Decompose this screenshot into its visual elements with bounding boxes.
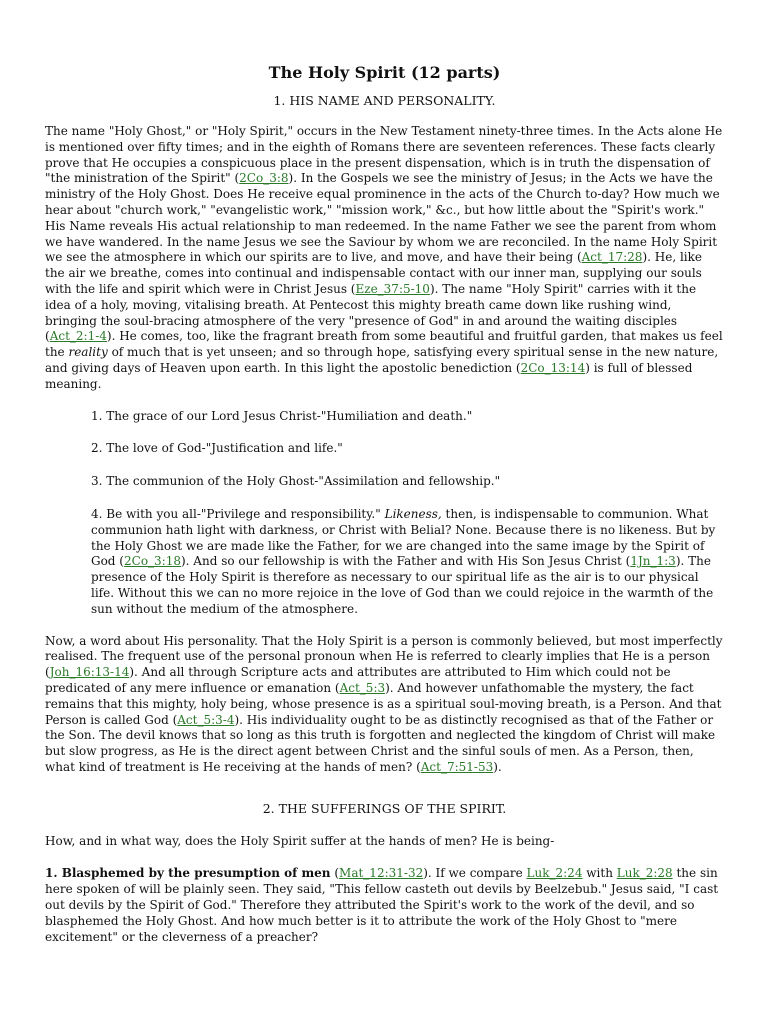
- scripture-ref-link[interactable]: Act_17:28: [581, 250, 643, 265]
- list-item: [91, 507, 724, 618]
- text-run: ). The presence of the Holy Spirit is therefore as necessary to our spiritual life as the air is to our physical life. Without this we can no more rejoice in the love of God than we could rejoice in the warmth of the sun without the medium of the atmosphere.: [91, 554, 714, 616]
- scripture-ref-link[interactable]: 2Co_3:18: [124, 554, 181, 569]
- paragraph-blasphemed: [45, 866, 724, 945]
- text-run: ). And so our fellowship is with the Father and with His Son Jesus Christ (: [181, 554, 631, 569]
- text-run: of much that is yet unseen; and so through hope, satisfying every spiritual sense in the new nature, and giving days of Heaven upon earth. In this light the apostolic benediction (: [45, 345, 719, 375]
- scripture-ref-link[interactable]: 1Jn_1:3: [630, 554, 676, 569]
- scripture-ref-link[interactable]: Luk_2:24: [526, 866, 583, 881]
- text-run: the sin here spoken of will be plainly seen. They said, "This fellow casteth out devils by Beelzebub." Jesus said, "I cast out devils by the Spirit of God." Therefore they attributed the Spirit's work to the work of the devil, and so blasphemed the Holy Ghost. And how much better is it to attribute the work of the Holy Ghost to "mere excitement" or the cleverness of a preacher?: [45, 866, 719, 944]
- text-run: ). If we compare: [423, 866, 527, 881]
- emphasis-text: reality: [68, 345, 108, 360]
- scripture-ref-link[interactable]: Act_5:3: [339, 680, 386, 695]
- text-run: then, is indispensable to communion. What communion hath light with darkness, or Christ with Belial? None. Because there is no likeness. But by the Holy Ghost we are made like the Father, for we are changed into the same image by the Spirit of God (: [91, 506, 716, 569]
- scripture-ref-link[interactable]: 2Co_3:8: [239, 171, 289, 186]
- text-run: ). His individuality ought to be as distinctly recognised as that of the Father or the Son. The devil knows that so long as this truth is forgotten and neglected the kingdom of Christ will make but slow progress, as He is the direct agent between Christ and the sinful souls of men. As a Person, then, what kind of treatment is He receiving at the hands of men? (: [45, 712, 716, 774]
- list-item: 3. The communion of the Holy Ghost-"Assimilation and fellowship.": [91, 474, 501, 489]
- paragraph-personality: [45, 634, 724, 776]
- document-title: The Holy Spirit (12 parts): [268, 63, 501, 82]
- section-heading-sufferings: 2. THE SUFFERINGS OF THE SPIRIT.: [262, 800, 507, 816]
- text-run: Now, a word about His personality. That the Holy Spirit is a person is commonly believed, but most imperfectly realised. The frequent use of the personal pronoun when He is referred to clearly implies that He is a person (: [45, 633, 723, 680]
- scripture-ref-link[interactable]: Act_5:3-4: [177, 712, 235, 727]
- text-run: ). He comes, too, like the fragrant breath from some beautiful and fruitful garden, that makes us feel the: [45, 329, 723, 360]
- text-run: 4. Be with you all-"Privilege and responsibility.": [91, 506, 385, 521]
- text-run: ). In the Gospels we see the ministry of Jesus; in the Acts we have the ministry of the Holy Ghost. Does He receive equal prominence in the acts of the Church to-day? How much we hear about "church work," "evangelistic work," "mission work," &c., but how little about the "Spirit's work." His Name reveals His actual relationship to man redeemed. In the name Father we see the parent from whom we have wandered. In the name Jesus we see the Saviour by whom we are reconciled. In the name Holy Spirit we see the atmosphere in which our spirits are to live, and move, and have their being (: [45, 171, 720, 265]
- text-run: The name "Holy Ghost," or "Holy Spirit," occurs in the New Testament ninety-three times. In the Acts alone He is mentioned over fifty times; and in the eighth of Romans there are seventeen references. These facts clearly prove that He occupies a conspicuous place in the present dispensation, which is in truth the dispensation of "the ministration of the Spirit" (: [45, 124, 723, 186]
- benediction-list: [91, 409, 724, 618]
- scripture-ref-link[interactable]: Act_2:1-4: [49, 329, 107, 344]
- emphasis-text: Likeness,: [384, 506, 442, 521]
- scripture-ref-link[interactable]: Mat_12:31-32: [339, 866, 424, 881]
- text-run: ). He, like the air we breathe, comes into continual and indispensable contact with our inner man, supplying our souls with the life and spirit which were in Christ Jesus (: [45, 250, 702, 296]
- list-item: 2. The love of God-"Justification and life.": [91, 441, 343, 456]
- scripture-ref-link[interactable]: Joh_16:13-14: [49, 665, 130, 680]
- text-run: ). And however unfathomable the mystery, the fact remains that this mighty, holy being, whose presence is as a spiritual soul-moving breath, is a Person. And that Person is called God (: [45, 680, 722, 727]
- text-run: ). And all through Scripture acts and attributes are attributed to Him which could not be predicated of any mere influence or emanation (: [45, 665, 671, 695]
- text-run: with: [582, 866, 617, 881]
- scripture-ref-link[interactable]: Eze_37:5-10: [355, 281, 430, 296]
- text-run: ). The name "Holy Spirit" carries with it the idea of a holy, moving, vitalising breath. At Pentecost this mighty breath came down like rushing wind, bringing the soul-bracing atmosphere of the very "presence of God" in and around the waiting disciples (: [45, 281, 697, 344]
- list-item: 1. The grace of our Lord Jesus Christ-"Humiliation and death.": [91, 408, 473, 423]
- scripture-ref-link[interactable]: 2Co_13:14: [520, 360, 586, 375]
- scripture-ref-link[interactable]: Luk_2:28: [616, 866, 673, 881]
- text-run: (: [330, 866, 340, 881]
- text-run: ) is full of blessed meaning.: [45, 360, 693, 391]
- paragraph-name-intro: [45, 124, 724, 393]
- paragraph-sufferings-intro: How, and in what way, does the Holy Spirit suffer at the hands of men? He is being-: [45, 833, 555, 848]
- text-run: ).: [493, 759, 502, 774]
- bold-lead-text: 1. Blasphemed by the presumption of men: [45, 866, 331, 881]
- section-heading-name-personality: 1. HIS NAME AND PERSONALITY.: [273, 93, 496, 108]
- scripture-ref-link[interactable]: Act_7:51-53: [420, 759, 494, 774]
